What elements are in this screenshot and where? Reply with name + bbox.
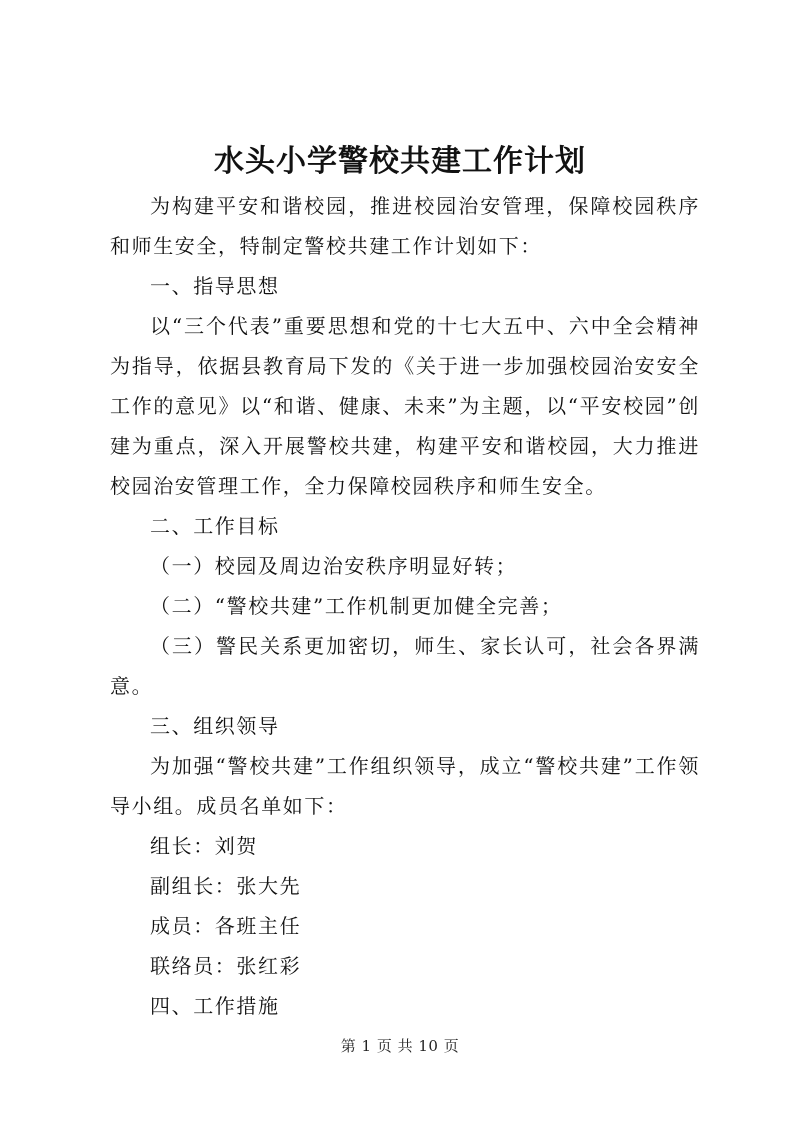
- member-members: 成员：各班主任: [150, 914, 302, 938]
- section-heading-work-measures: 四、工作措施: [150, 994, 280, 1018]
- section-heading-organization: 三、组织领导: [150, 714, 280, 738]
- guiding-ideology-paragraph: 以“三个代表”重要思想和党的十七大五中、六中全会精神为指导，依据县教育局下发的《关于进一步加强校园治安安全工作的意见》以“和谐、健康、未来”为主题，以“平安校园”创建为重点，深入开展警校共建，构建平安和谐校园，大力推进校园治安管理工作，全力保障校园秩序和师生安全。: [110, 314, 700, 498]
- document-body: [110, 186, 700, 1026]
- member-leader: 组长：刘贺: [150, 834, 258, 858]
- section-heading-work-goals: 二、工作目标: [150, 514, 280, 538]
- page-footer: 第 1 页 共 10 页: [340, 1037, 460, 1055]
- goal-item-3: （三）警民关系更加密切，师生、家长认可，社会各界满意。: [110, 634, 700, 698]
- organization-paragraph: 为加强“警校共建”工作组织领导，成立“警校共建”工作领导小组。成员名单如下：: [110, 754, 700, 818]
- section-heading-guiding-ideology: 一、指导思想: [150, 274, 280, 298]
- goal-item-2: （二）“警校共建”工作机制更加健全完善；: [150, 594, 563, 618]
- member-liaison: 联络员：张红彩: [150, 954, 302, 978]
- goal-item-1: （一）校园及周边治安秩序明显好转；: [150, 554, 518, 578]
- document-title: 水头小学警校共建工作计划: [214, 144, 586, 179]
- intro-paragraph: 为构建平安和谐校园，推进校园治安管理，保障校园秩序和师生安全，特制定警校共建工作计划如下：: [110, 194, 700, 258]
- member-deputy-leader: 副组长：张大先: [150, 874, 302, 898]
